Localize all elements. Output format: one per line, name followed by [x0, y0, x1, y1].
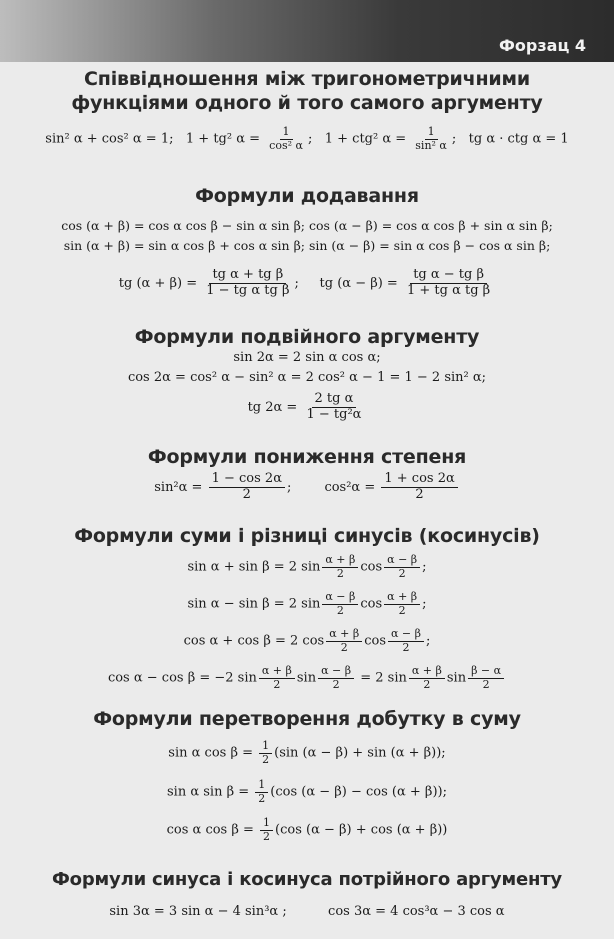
- addition-sin-line: sin (α + β) = sin α cos β + cos α sin β; sin (α − β) = sin α cos β − cos α sin β;: [63, 238, 551, 253]
- tg-identity-fraction: $\frac{1}{\text{cos² α}}$: [269, 125, 303, 152]
- product-sin-cos-line: sin α cos β = $\frac{1}{2}$ (sin (α − β) + sin (α + β));: [168, 739, 446, 766]
- tg-diff-fraction: $\frac{\text{tg α − tg β}}{\text{1 + tg α tg β}}$: [406, 267, 491, 298]
- double-tg-fraction: $\frac{\text{2 tg α}}{\text{1 − tg²α}}$: [306, 391, 362, 422]
- identities-formula-line: sin² α + cos² α = 1; 1 + tg² α = $\frac{1}{\text{cos² α}}$ ; 1 + ctg² α = $\frac{1}{\text{sin² α}}$ ; tg α · ctg α = 1: [45, 125, 569, 152]
- section-title-triple-angle: Формули синуса і косинуса потрійного аргументу: [52, 869, 562, 890]
- page-label: Форзац 4: [499, 36, 586, 55]
- pythagorean-identity: sin² α + cos² α = 1;: [45, 131, 174, 147]
- section-title-sum-to-product: Формули суми і різниці синусів (косинусів): [74, 525, 540, 547]
- power-reduction-line: sin²α = $\frac{1 - \cos 2\alpha}{2}$ ; cos²α = $\frac{1 + \cos 2\alpha}{2}$: [0, 472, 614, 503]
- addition-tg-line: tg (α + β) = $\frac{\text{tg α + tg β}}{\text{1 − tg α tg β}}$ ; tg (α − β) = $\frac{\text{tg α − tg β}}{\text{1 + tg α tg β}}$: [0, 268, 614, 299]
- sin-square-fraction: $\frac{1 - \cos 2\alpha}{2}$: [209, 472, 285, 503]
- product-sin-sin-line: sin α sin β = $\frac{1}{2}$ (cos (α − β) − cos (α + β));: [167, 778, 447, 805]
- ctg-identity-lhs: 1 + ctg² α =: [324, 131, 407, 147]
- triple-cos-formula: cos 3α = 4 cos³α − 3 cos α: [328, 904, 505, 919]
- ctg-identity-fraction: $\frac{1}{\text{sin² α}}$: [415, 125, 447, 152]
- section-title-double-angle: Формули подвійного аргументу: [134, 326, 480, 348]
- sum-sin-line: sin α + sin β = 2 sin $\frac{\alpha + \beta}{2}$ cos $\frac{\alpha - \beta}{2}$ ;: [187, 553, 427, 580]
- double-sin-line: sin 2α = 2 sin α cos α;: [233, 350, 381, 365]
- section-title-identities-line2: функціями одного й того самого аргументу: [71, 92, 543, 114]
- tg-ctg-identity: tg α · ctg α = 1: [468, 131, 569, 147]
- section-title-power-reduction: Формули пониження степеня: [147, 446, 467, 468]
- page-header-band: [0, 0, 614, 62]
- product-cos-cos-line: cos α cos β = $\frac{1}{2}$ (cos (α − β) + cos (α + β)): [166, 816, 448, 843]
- diff-cos-line: cos α − cos β = −2 sin $\frac{\alpha + \beta}{2}$ sin $\frac{\alpha - \beta}{2}$ = 2 sin $\frac{\alpha + \beta}{2}$ sin $\frac{\beta - \alpha}{2}$: [0, 665, 614, 691]
- double-tg-line: tg 2α = $\frac{\text{2 tg α}}{\text{1 − tg²α}}$: [0, 392, 614, 423]
- addition-cos-line: cos (α + β) = cos α cos β − sin α sin β; cos (α − β) = cos α cos β + sin α sin β;: [61, 218, 553, 233]
- diff-sin-line: sin α − sin β = 2 sin $\frac{\alpha - \beta}{2}$ cos $\frac{\alpha + \beta}{2}$ ;: [187, 590, 427, 617]
- tg-sum-fraction: $\frac{\text{tg α + tg β}}{\text{1 − tg α tg β}}$: [206, 267, 290, 298]
- double-cos-line: cos 2α = cos² α − sin² α = 2 cos² α − 1 = 1 − 2 sin² α;: [127, 370, 487, 385]
- triple-angle-line: [0, 904, 614, 919]
- section-title-product-to-sum: Формули перетворення добутку в суму: [93, 708, 521, 730]
- sum-cos-line: cos α + cos β = 2 cos $\frac{\alpha + \beta}{2}$ cos $\frac{\alpha - \beta}{2}$ ;: [183, 627, 431, 654]
- section-title-addition: Формули додавання: [195, 185, 419, 207]
- triple-sin-formula: sin 3α = 3 sin α − 4 sin³α ;: [109, 904, 287, 919]
- section-title-identities: Співвідношення між тригонометричними: [84, 68, 530, 90]
- tg-identity-lhs: 1 + tg² α =: [185, 131, 261, 147]
- cos-square-fraction: $\frac{1 + \cos 2\alpha}{2}$: [381, 472, 457, 503]
